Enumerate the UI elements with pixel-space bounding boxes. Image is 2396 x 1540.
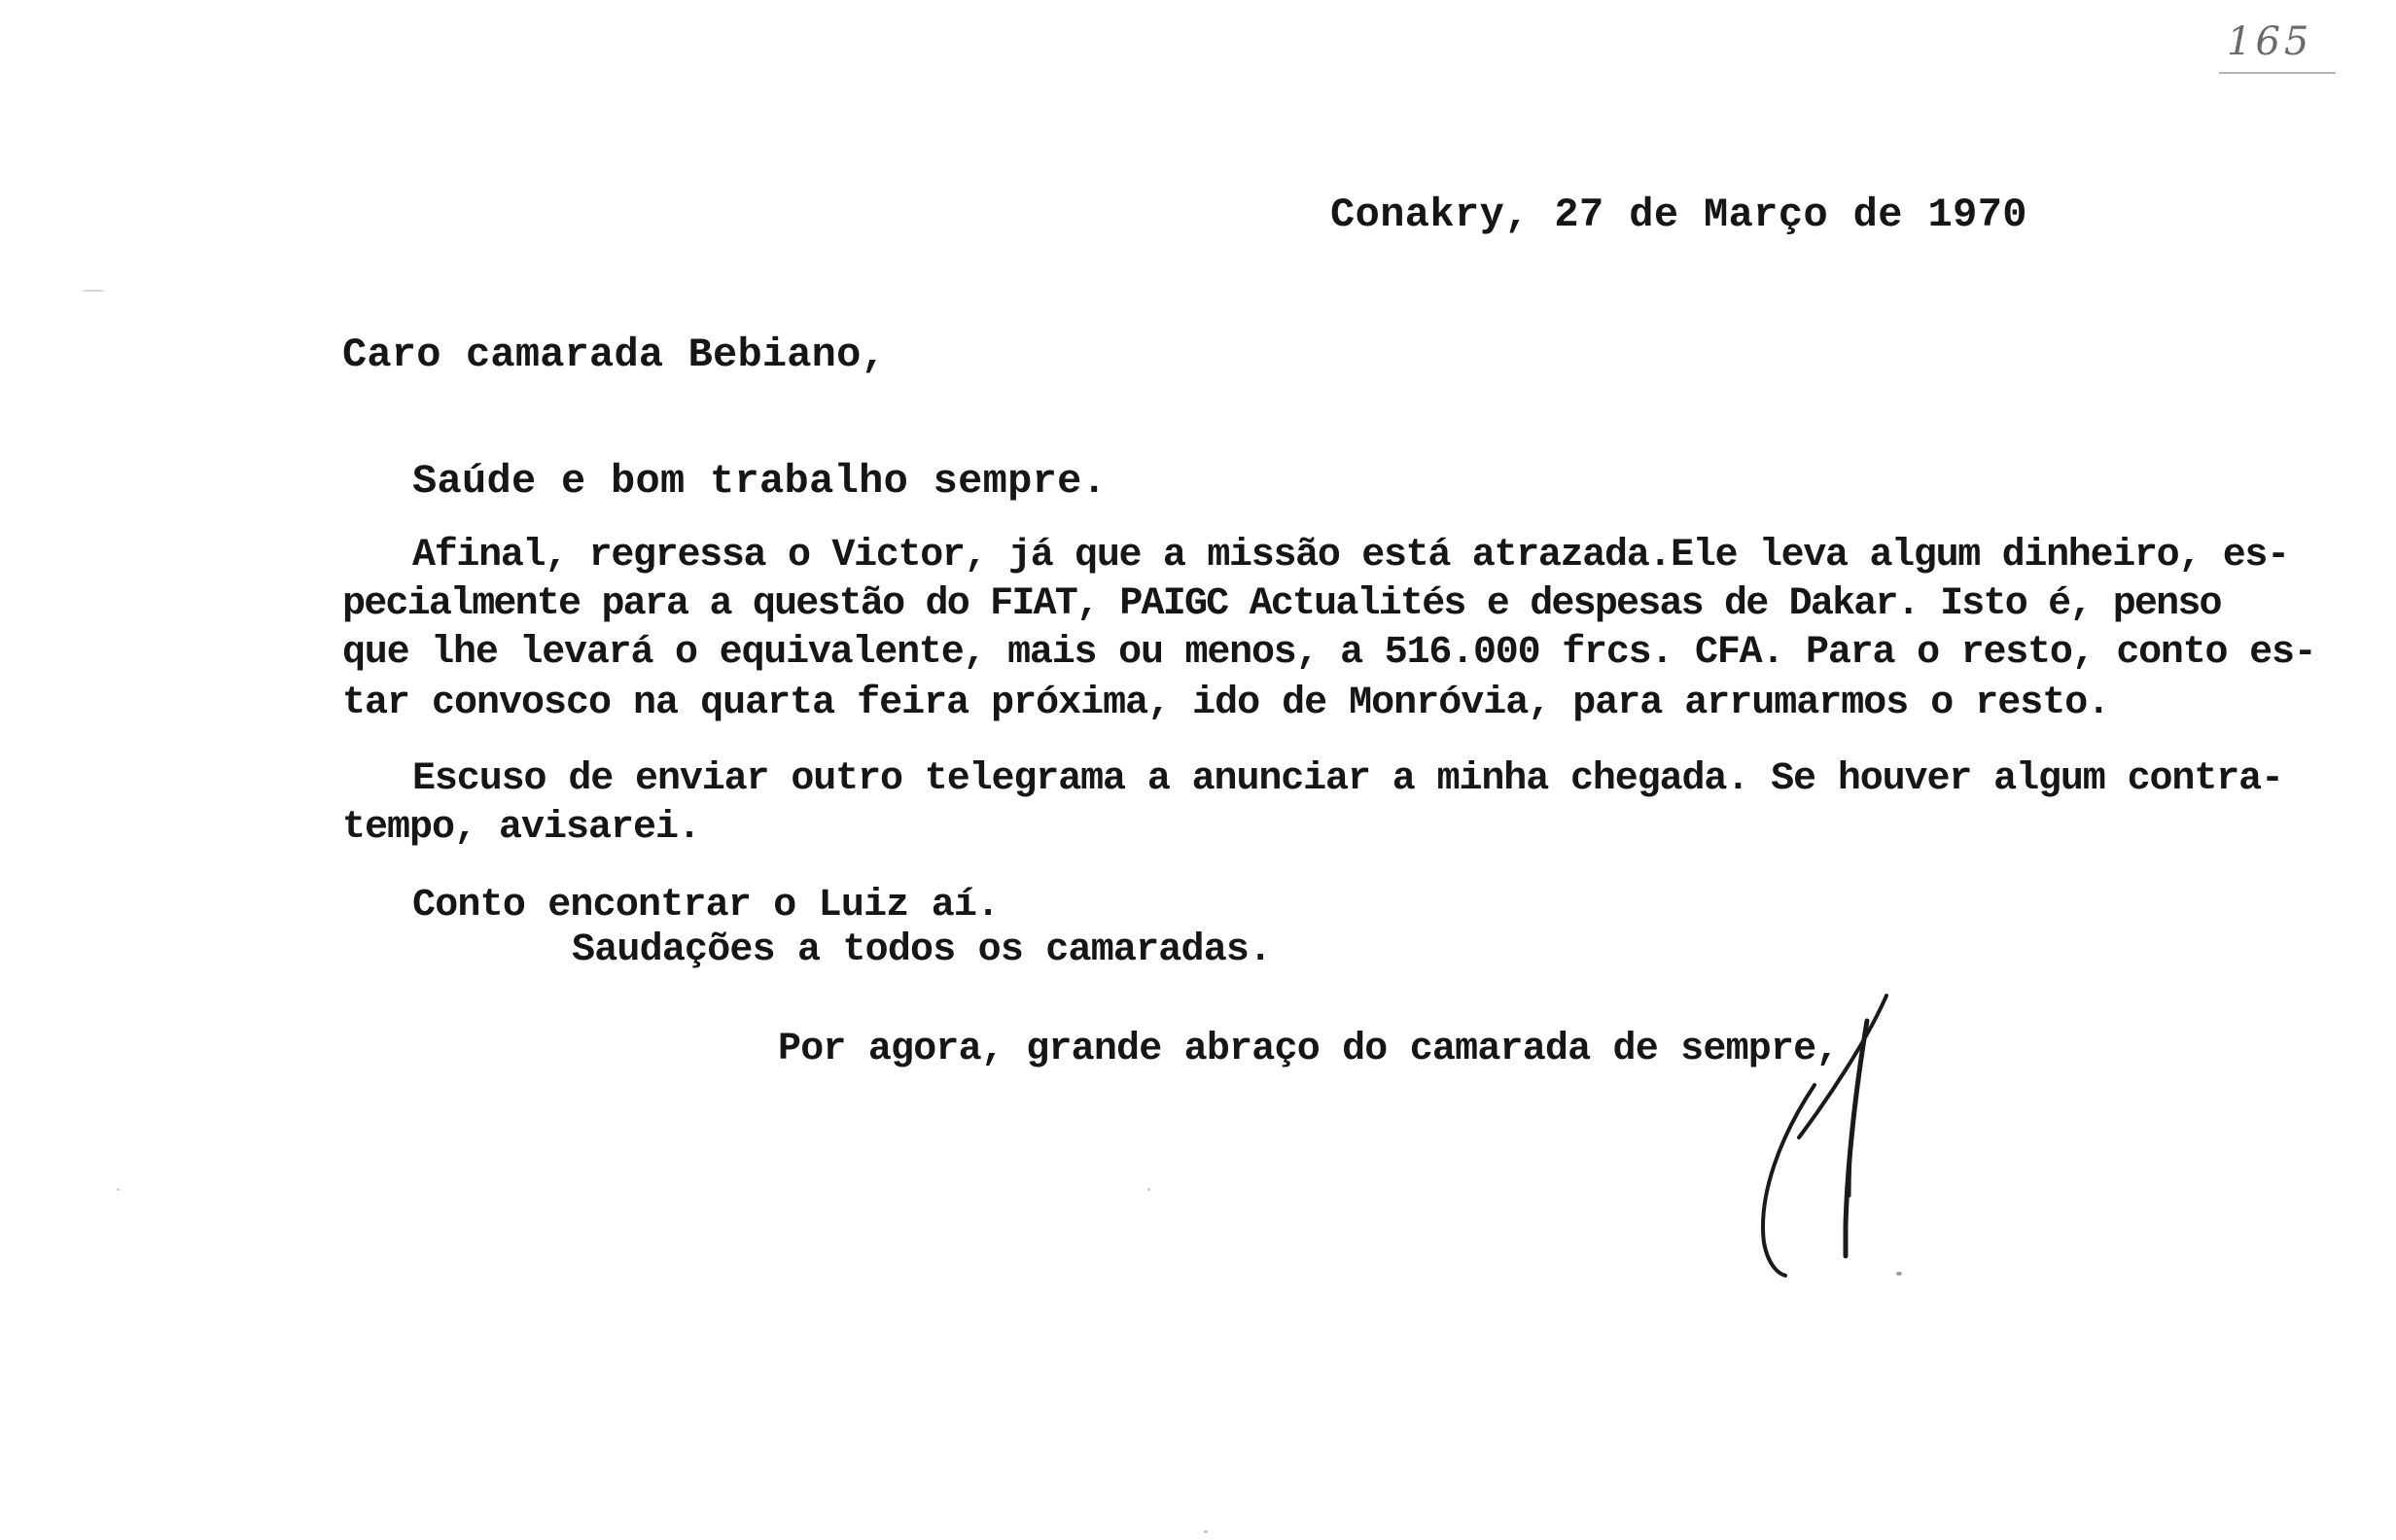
paragraph-1-line-2: pecialmente para a questão do FIAT, PAIGC Actualités e despesas de Dakar. Isto é, penso [342, 582, 2221, 626]
paragraph-1-line-1: Afinal, regressa o Victor, já que a missão está atrazada.Ele leva algum dinheiro, es- [412, 534, 2289, 578]
paragraph-3: Conto encontrar o Luiz aí. [412, 884, 1000, 928]
handwritten-signature [1721, 982, 1974, 1283]
paper-speck [82, 290, 105, 292]
paragraph-2-line-1: Escuso de enviar outro telegrama a anunciar a minha chegada. Se houver algum contra- [412, 757, 2283, 801]
closing: Por agora, grande abraço do camarada de sempre, [778, 1028, 1839, 1071]
greeting: Saúde e bom trabalho sempre. [412, 458, 1108, 505]
page-number-underline [2219, 72, 2336, 74]
paper-speck [1204, 1530, 1208, 1533]
paper-speck [117, 1188, 120, 1191]
salutation: Caro camarada Bebiano, [342, 332, 886, 378]
paper-speck [1147, 1188, 1150, 1191]
regards: Saudações a todos os camaradas. [572, 928, 1272, 972]
paragraph-1-line-4: tar convosco na quarta feira próxima, ido de Monróvia, para arrumarmos o resto. [342, 682, 2110, 725]
dateline: Conakry, 27 de Março de 1970 [1330, 192, 2027, 238]
paragraph-1-line-3: que lhe levará o equivalente, mais ou menos, a 516.000 frcs. CFA. Para o resto, conto es- [342, 631, 2316, 675]
paragraph-2-line-2: tempo, avisarei. [342, 806, 701, 850]
paper-speck [1896, 1272, 1902, 1276]
page-number: 165 [2227, 19, 2313, 64]
